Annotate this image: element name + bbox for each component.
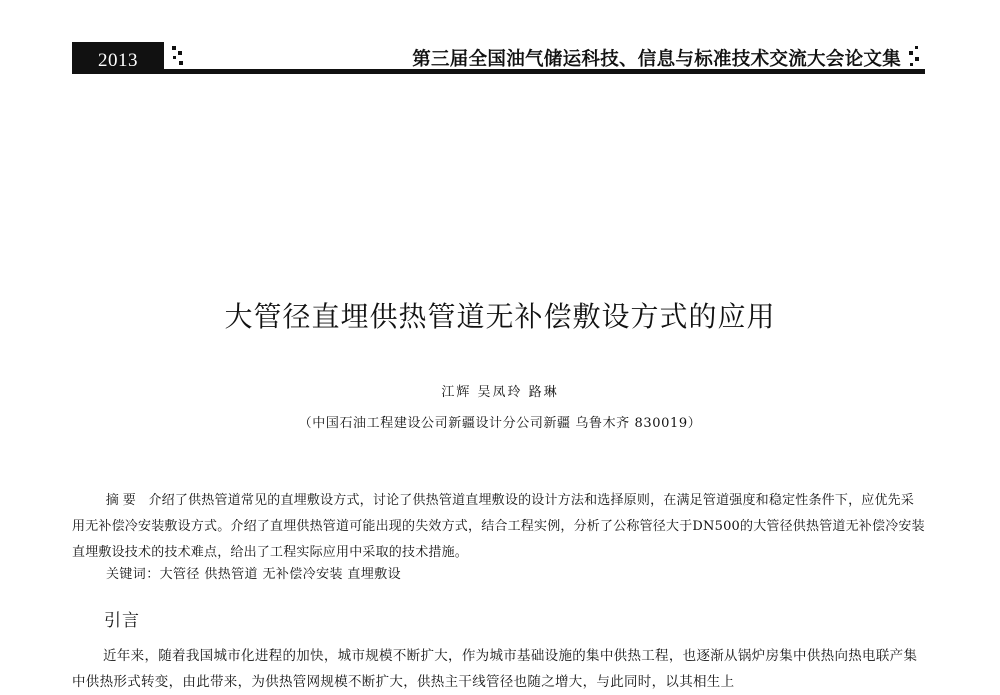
abstract-text: 介绍了供热管道常见的直埋敷设方式，讨论了供热管道直埋敷设的设计方法和选择原则，在满足管道强度和稳定性条件下，应优先采用无补偿冷安装敷设方式。介绍了直埋供热管道可能出现的失效方式，结合工程实例，分析了公称管径大于DN500的大管径供热管道无补偿冷安装直埋敷设技术的技术难点，给出了工程实际应用中采取的技术措施。 [72,493,925,560]
header-year: 2013 [98,50,138,71]
authors: 江辉 吴凤玲 路琳 [441,385,559,400]
body-paragraph: 近年来，随着我国城市化进程的加快，城市规模不断扩大，作为城市基础设施的集中供热工程，也逐渐从锅炉房集中供热向热电联产集中供热形式转变，由此带来，为供热管网规模不断扩大，供热主干线管径也随之增大，与此同时，以其相生上 [72,648,918,690]
running-header [72,42,925,74]
journal-title: 第三届全国油气储运科技、信息与标准技术交流大会论文集 [412,49,901,70]
keywords: 关键词：大管径 供热管道 无补偿冷安装 直埋敷设 [106,567,401,582]
paper-title: 大管径直埋供热管道无补偿敷设方式的应用 [224,300,776,333]
year-block [72,42,164,74]
abstract [72,488,926,566]
abstract-label: 摘要 [105,493,140,508]
affiliation: （中国石油工程建设公司新疆设计分公司新疆 乌鲁木齐 830019） [298,416,702,431]
section-heading: 引言 [104,611,140,631]
